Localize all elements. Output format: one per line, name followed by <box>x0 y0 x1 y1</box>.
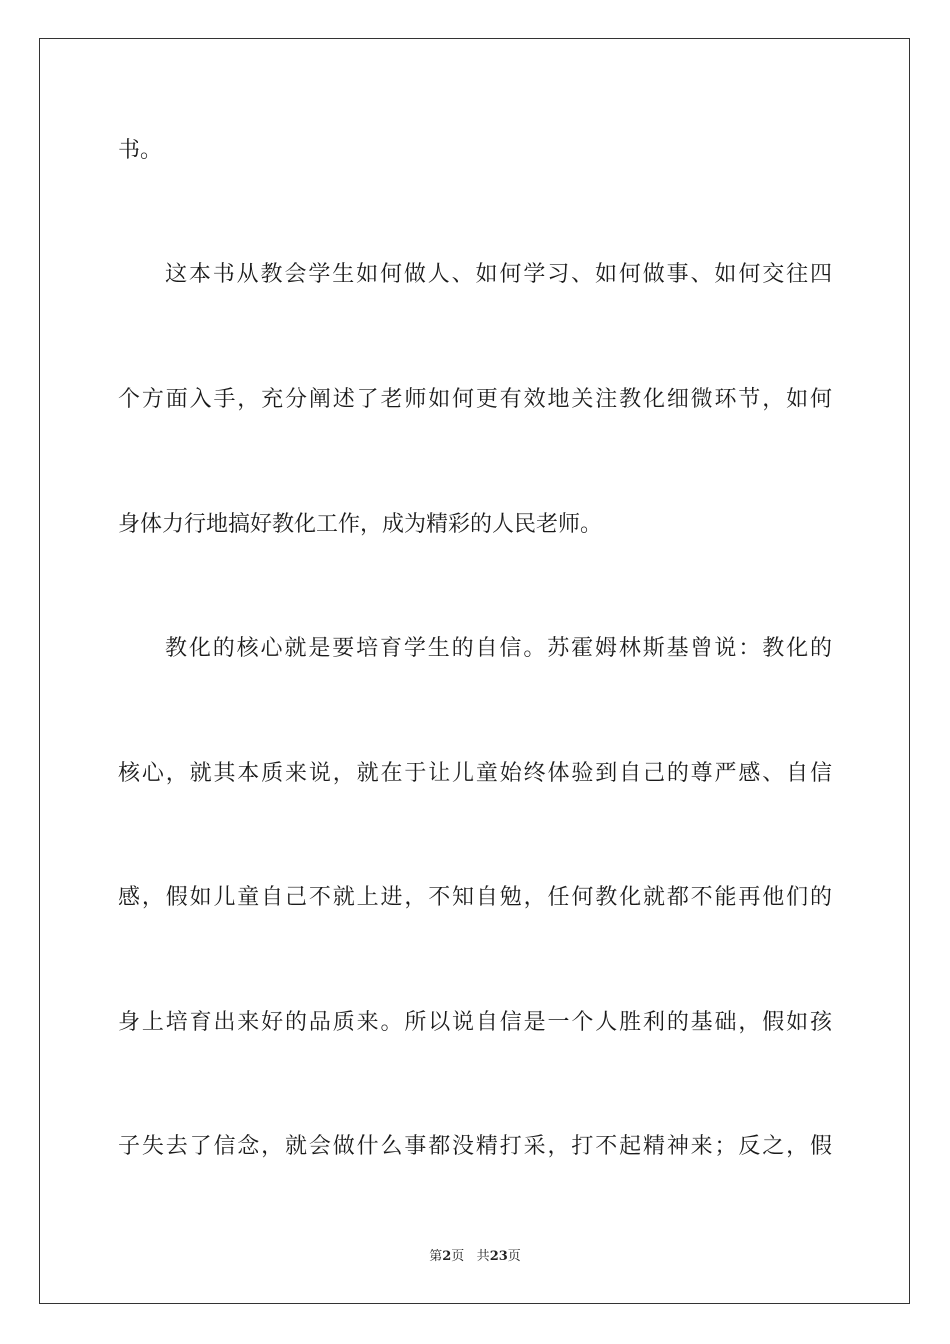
total-pages: 23 <box>489 1249 508 1264</box>
text-line: 书。 <box>118 138 163 163</box>
text-line: 子失去了信念，就会做什么事都没精打采，打不起精神来；反之，假 <box>118 1134 832 1159</box>
page-number: 2 <box>442 1249 452 1264</box>
text-line: 感，假如儿童自己不就上进，不知自勉，任何教化就都不能再他们的 <box>118 885 832 910</box>
text-line: 教化的核心就是要培育学生的自信。苏霍姆林斯基曾说：教化的 <box>165 636 832 661</box>
total-prefix: 共 <box>476 1249 490 1264</box>
page-frame <box>39 38 910 1304</box>
page-suffix: 页 <box>451 1249 465 1264</box>
page-footer <box>0 1248 950 1266</box>
text-line: 个方面入手，充分阐述了老师如何更有效地关注教化细微环节，如何 <box>118 387 832 412</box>
text-line: 身体力行地搞好教化工作，成为精彩的人民老师。 <box>118 512 603 537</box>
text-line: 核心，就其本质来说，就在于让儿童始终体验到自己的尊严感、自信 <box>118 761 832 786</box>
text-line: 这本书从教会学生如何做人、如何学习、如何做事、如何交往四 <box>165 262 832 287</box>
text-line: 身上培育出来好的品质来。所以说自信是一个人胜利的基础，假如孩 <box>118 1010 832 1035</box>
total-suffix: 页 <box>507 1249 521 1264</box>
page-prefix: 第 <box>429 1249 443 1264</box>
